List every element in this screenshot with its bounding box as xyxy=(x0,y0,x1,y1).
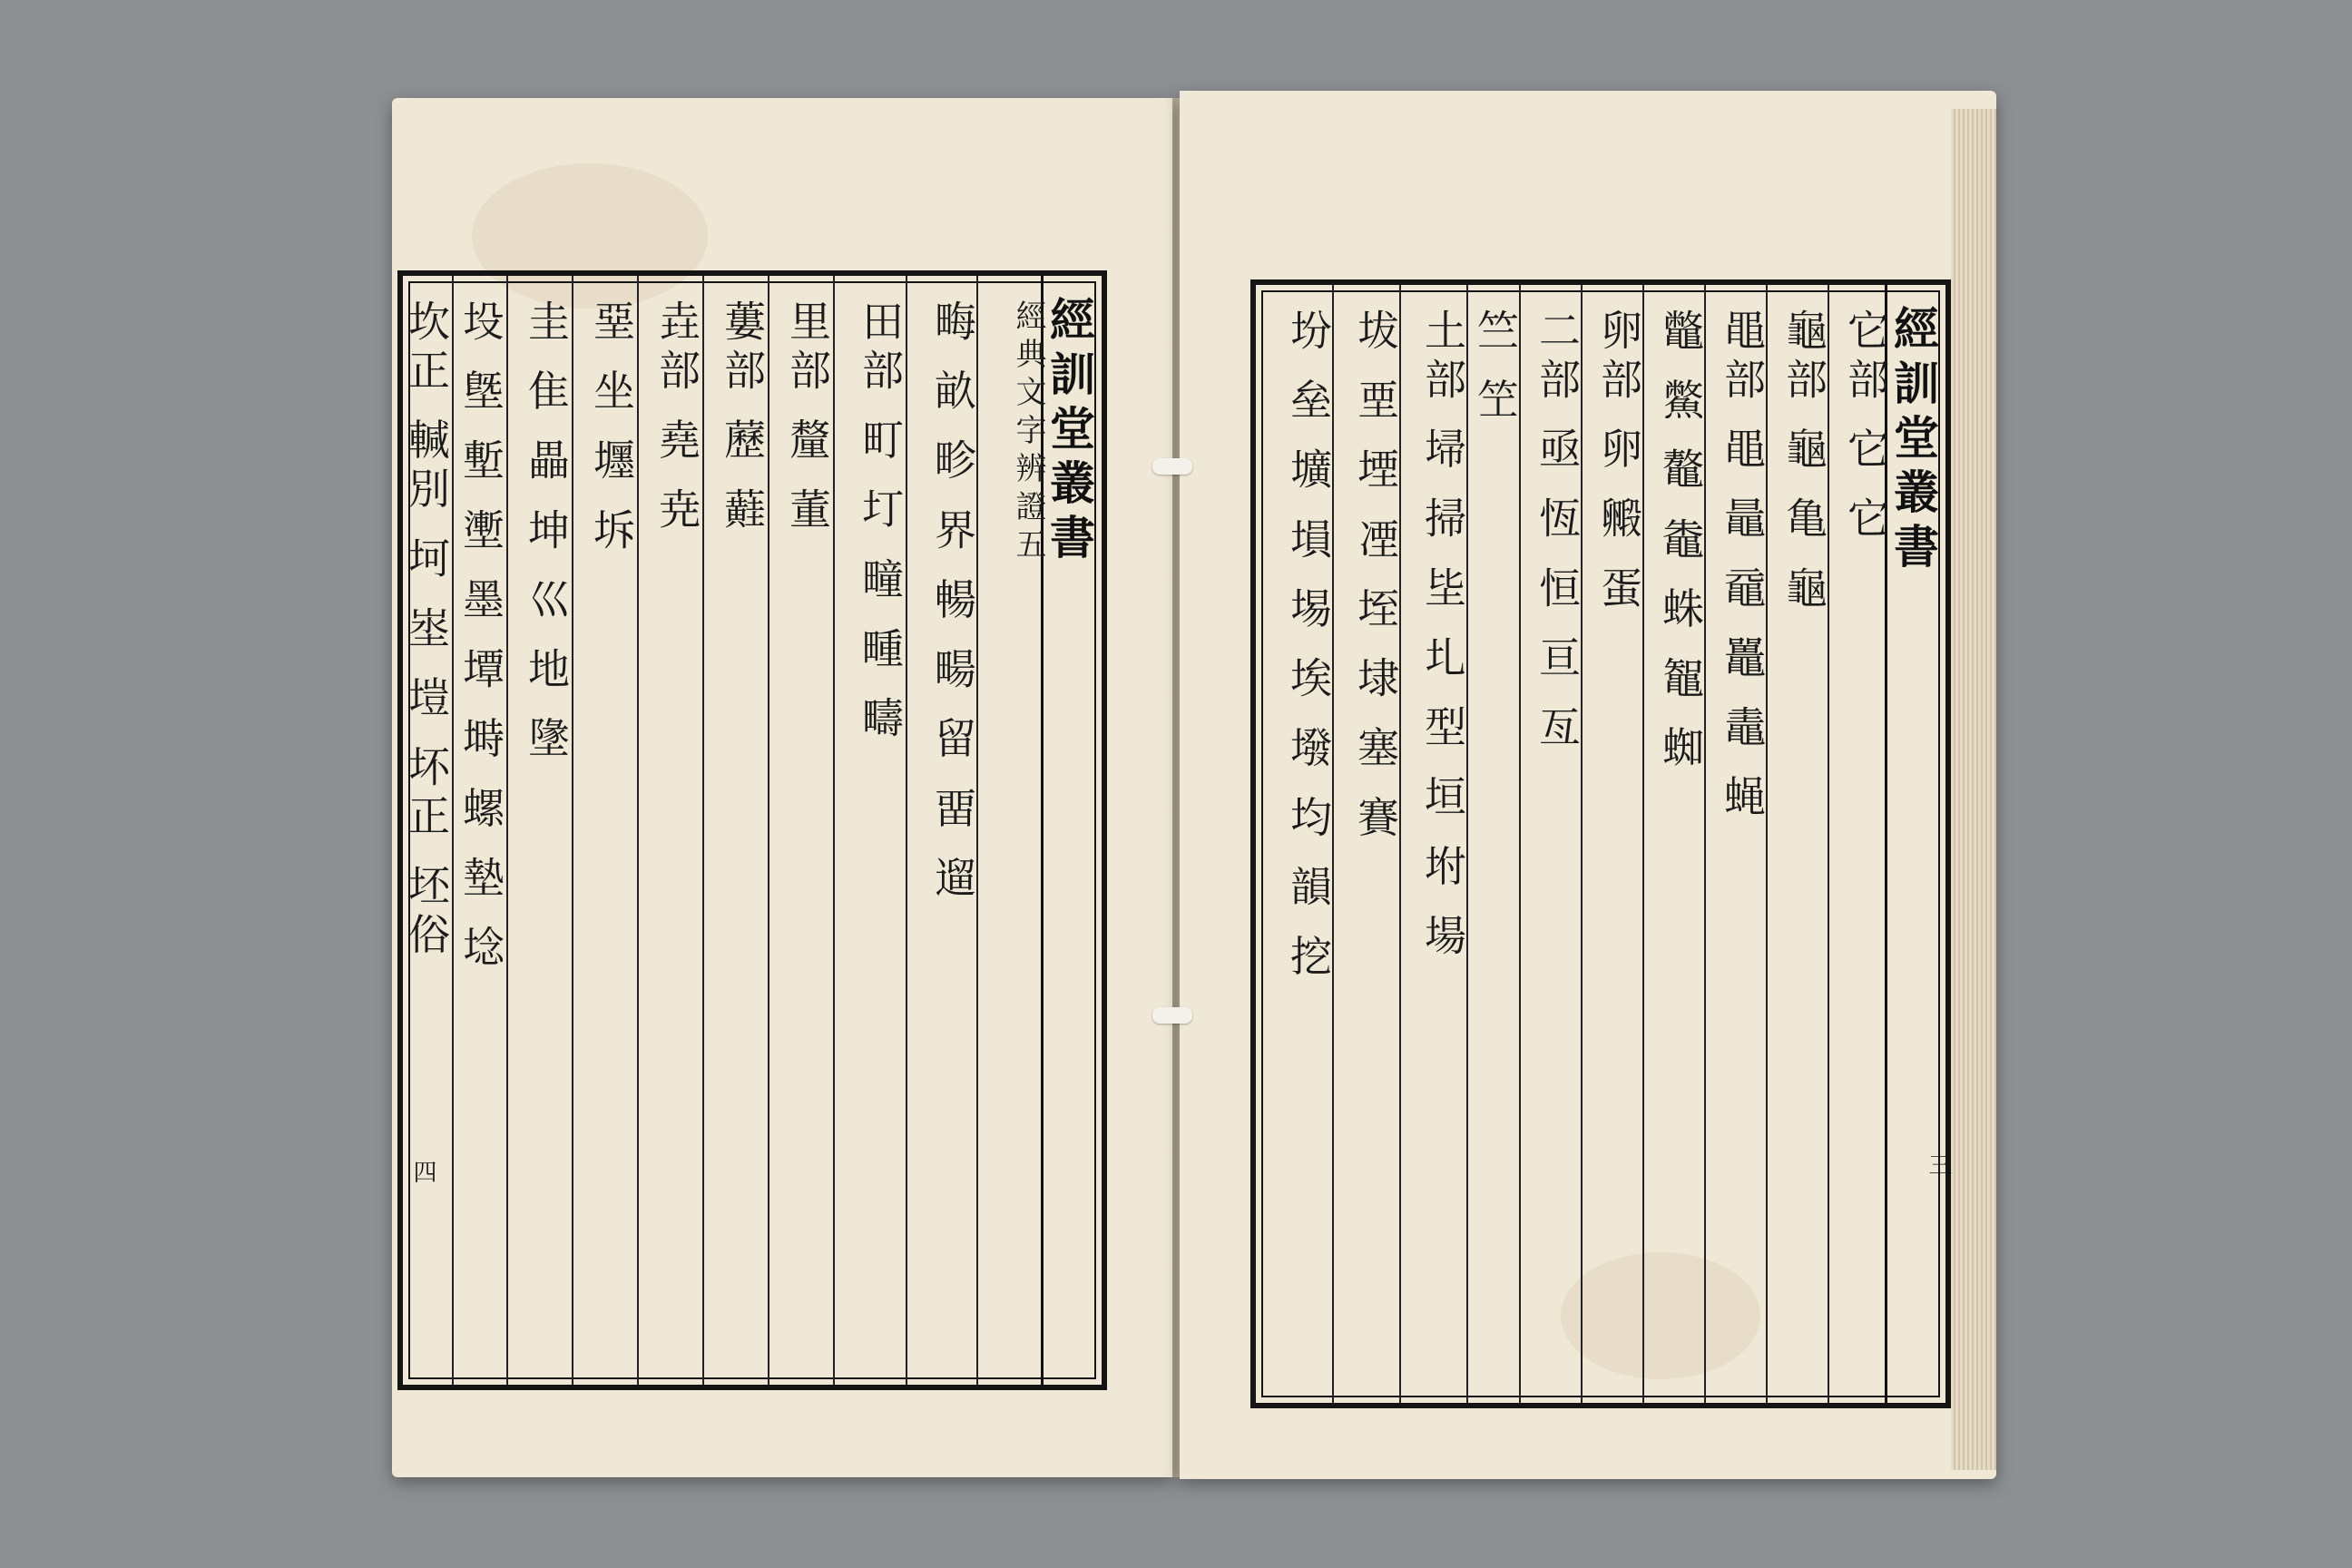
right-column: 龜部 龜 亀 龜 xyxy=(1766,285,1826,1403)
left-column: 坎正 輱別 坷 埊 塏 坏正 坯俗 xyxy=(402,299,451,962)
right-column: 土部 埽 掃 坒 圠 型 垣 坿 場 xyxy=(1399,285,1465,1403)
right-page-number: 三 xyxy=(1925,1152,1952,1181)
right-column: 黽部 黽 鼂 黿 鼉 鼃 蝇 xyxy=(1704,285,1764,1403)
right-column: 二部 亟 恆 恒 亘 亙 xyxy=(1519,285,1579,1403)
right-column: 鼈 鱉 鼇 鼄 蛛 鼅 蜘 xyxy=(1642,285,1702,1403)
left-column: 田部 町 圢 疃 畽 疇 xyxy=(833,276,902,1385)
right-column: 竺 笁 xyxy=(1466,285,1517,1403)
right-column: 坺 垔 堙 凐 垤 埭 塞 賽 xyxy=(1332,285,1397,1403)
left-column: 垚部 堯 尭 xyxy=(637,276,699,1385)
left-side-title: 經典文字辨證五 xyxy=(976,276,1044,1385)
left-column: 蔞部 藶 蘳 xyxy=(702,276,764,1385)
binding-thread xyxy=(1152,458,1192,475)
left-side-header: 經訓堂叢書 xyxy=(1041,276,1102,1385)
left-column: 坄 墍 塹 壍 墨 墰 塒 螺 墊 埝 xyxy=(452,276,503,1385)
left-column: 里部 釐 董 xyxy=(768,276,829,1385)
right-column: 它部 它 它 xyxy=(1828,285,1887,1403)
right-column: 坋 垒 壙 塤 埸 埃 墢 均 韻 挖 xyxy=(1284,309,1333,984)
left-column: 堊 坐 壥 坼 xyxy=(572,276,633,1385)
left-column: 畮 畝 畛 界 暢 畼 留 畱 遛 xyxy=(906,276,975,1385)
right-column: 卵部 卵 毈 蛋 xyxy=(1581,285,1641,1403)
binding-thread xyxy=(1152,1007,1192,1024)
left-page-number: 四 xyxy=(409,1160,436,1189)
left-column: 圭 隹 畾 坤 巛 地 墬 xyxy=(506,276,568,1385)
right-text-frame xyxy=(1250,279,1951,1408)
right-side-header: 經訓堂叢書 xyxy=(1885,285,1945,1403)
left-text-frame xyxy=(397,270,1107,1390)
page-edges xyxy=(1951,109,1996,1470)
